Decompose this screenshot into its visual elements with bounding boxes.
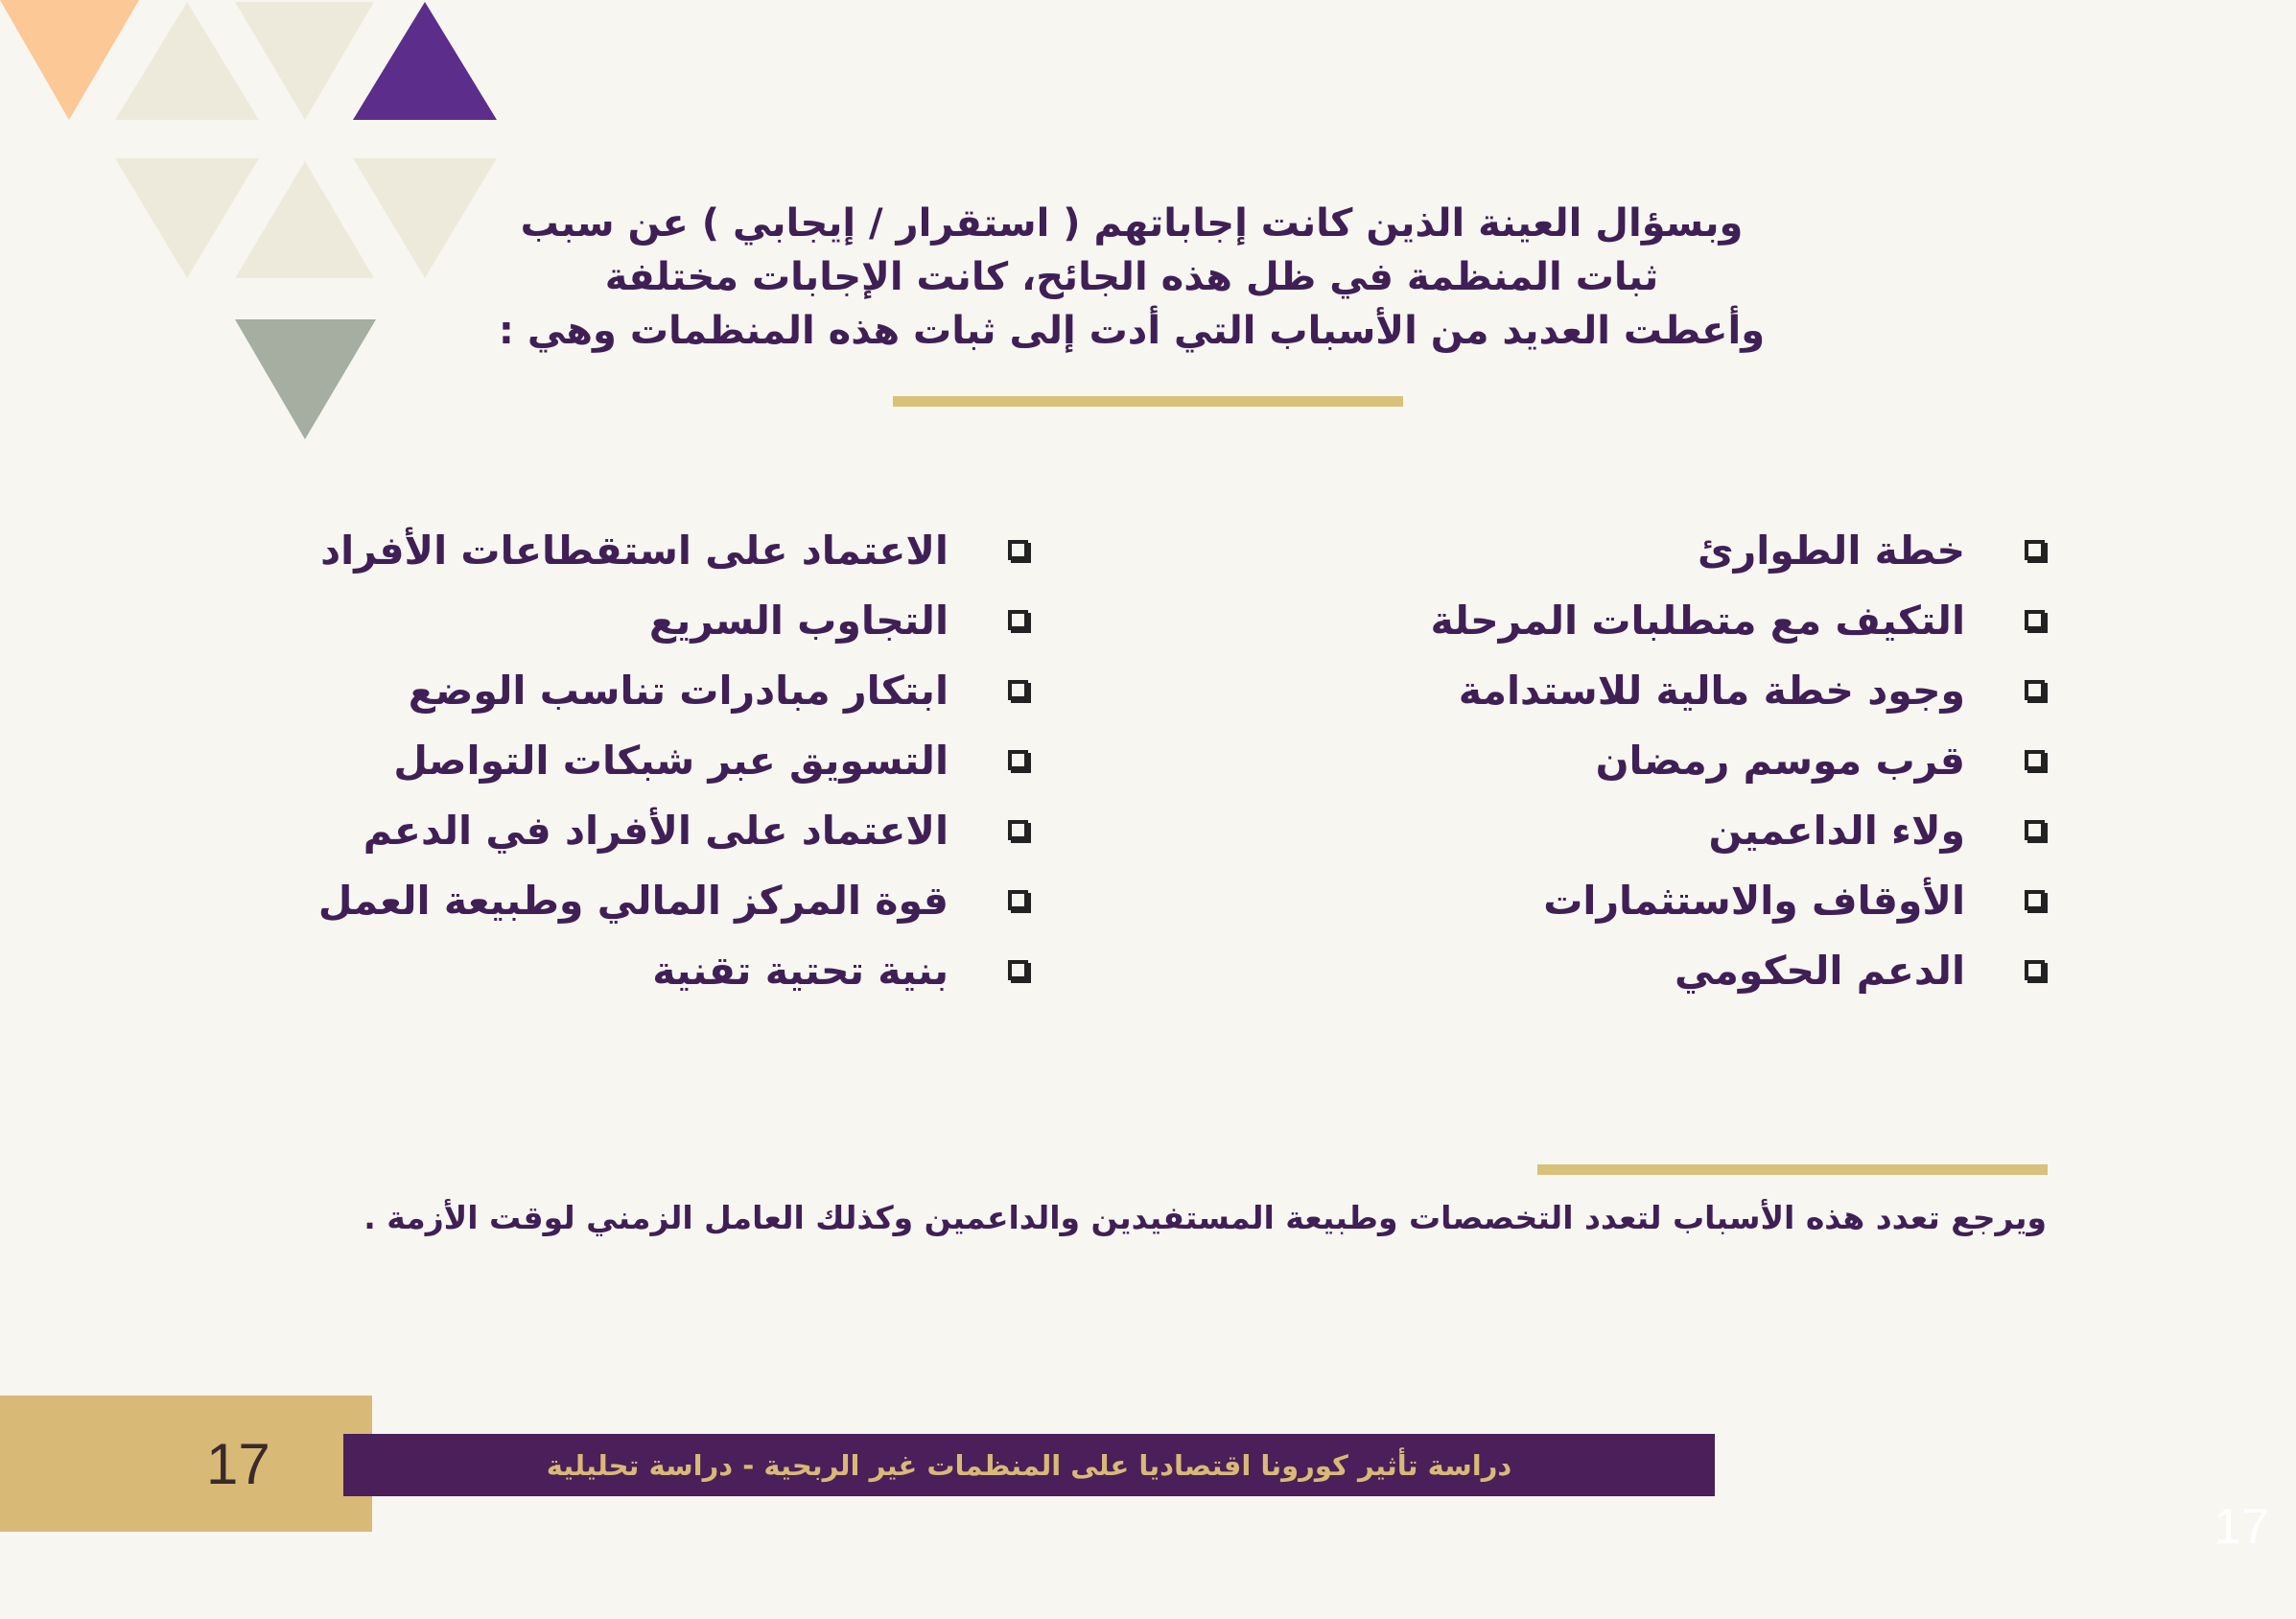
list-item — [1430, 935, 2045, 1005]
checkbox-icon — [2025, 680, 2045, 700]
sage-triangle — [235, 319, 376, 439]
checkbox-icon — [1008, 820, 1028, 840]
intro-paragraph — [422, 197, 1841, 358]
list-item-label: الأوقاف والاستثمارات — [1543, 877, 1965, 924]
list-item-label: التكيف مع متطلبات المرحلة — [1430, 597, 1965, 644]
list-item — [318, 795, 1028, 865]
list-item-label: الاعتماد على استقطاعات الأفراد — [320, 527, 949, 574]
corner-page-number: 17 — [2214, 1499, 2269, 1555]
checkbox-icon — [2025, 540, 2045, 560]
list-item — [318, 865, 1028, 935]
checkbox-icon — [1008, 750, 1028, 770]
list-item — [318, 585, 1028, 655]
list-item — [318, 725, 1028, 795]
intro-divider — [893, 396, 1403, 407]
list-item-label: بنية تحتية تقنية — [652, 947, 949, 994]
checkbox-icon — [1008, 960, 1028, 980]
intro-line: وبسؤال العينة الذين كانت إجاباتهم ( استقرار / إيجابي ) عن سبب — [520, 201, 1744, 246]
list-item — [318, 655, 1028, 725]
checkbox-icon — [2025, 750, 2045, 770]
checkbox-icon — [1008, 540, 1028, 560]
list-item — [1430, 725, 2045, 795]
reasons-list-left — [318, 515, 1028, 1005]
footer-title: دراسة تأثير كورونا اقتصاديا على المنظمات غير الربحية - دراسة تحليلية — [546, 1448, 1512, 1482]
page-number: 17 — [206, 1432, 270, 1496]
list-item-label: التسويق عبر شبكات التواصل — [393, 737, 949, 784]
checkbox-icon — [1008, 890, 1028, 910]
list-item-label: وجود خطة مالية للاستدامة — [1458, 667, 1965, 714]
list-item-label: ابتكار مبادرات تناسب الوضع — [408, 667, 949, 714]
list-item-label: قوة المركز المالي وطبيعة العمل — [317, 877, 949, 924]
list-item — [1430, 795, 2045, 865]
beige-triangle — [115, 158, 259, 278]
beige-triangle — [235, 2, 374, 120]
list-item-label: خطة الطوارئ — [1698, 527, 1965, 574]
list-item-label: الدعم الحكومي — [1675, 947, 1965, 994]
checkbox-icon — [2025, 960, 2045, 980]
list-item — [1430, 655, 2045, 725]
checkbox-icon — [2025, 820, 2045, 840]
list-item — [1430, 865, 2045, 935]
list-item-label: قرب موسم رمضان — [1595, 737, 1965, 784]
peach-triangle — [0, 0, 139, 120]
checkbox-icon — [2025, 610, 2045, 630]
list-item — [1430, 585, 2045, 655]
beige-triangle — [235, 161, 374, 278]
conclusion-divider — [1537, 1164, 2048, 1175]
checkbox-icon — [1008, 610, 1028, 630]
list-item — [318, 935, 1028, 1005]
conclusion-text: ويرجع تعدد هذه الأسباب لتعدد التخصصات وطبيعة المستفيدين والداعمين وكذلك العامل الزمني لوقت الأزمة . — [363, 1199, 2047, 1236]
list-item-label: الاعتماد على الأفراد في الدعم — [363, 807, 949, 854]
list-item — [1430, 515, 2045, 585]
footer-title-band — [343, 1434, 1715, 1496]
purple-triangle — [353, 2, 497, 120]
checkbox-icon — [2025, 890, 2045, 910]
intro-line: ثبات المنظمة في ظل هذه الجائح، كانت الإجابات مختلفة — [604, 255, 1659, 299]
list-item-label: التجاوب السريع — [648, 597, 949, 644]
checkbox-icon — [1008, 680, 1028, 700]
list-item-label: ولاء الداعمين — [1708, 807, 1965, 854]
list-item — [318, 515, 1028, 585]
beige-triangle — [115, 2, 259, 120]
intro-line: وأعطت العديد من الأسباب التي أدت إلى ثبات هذه المنظمات وهي : — [498, 309, 1766, 353]
reasons-list-right — [1430, 515, 2045, 1005]
footer-page-block — [0, 1396, 372, 1532]
